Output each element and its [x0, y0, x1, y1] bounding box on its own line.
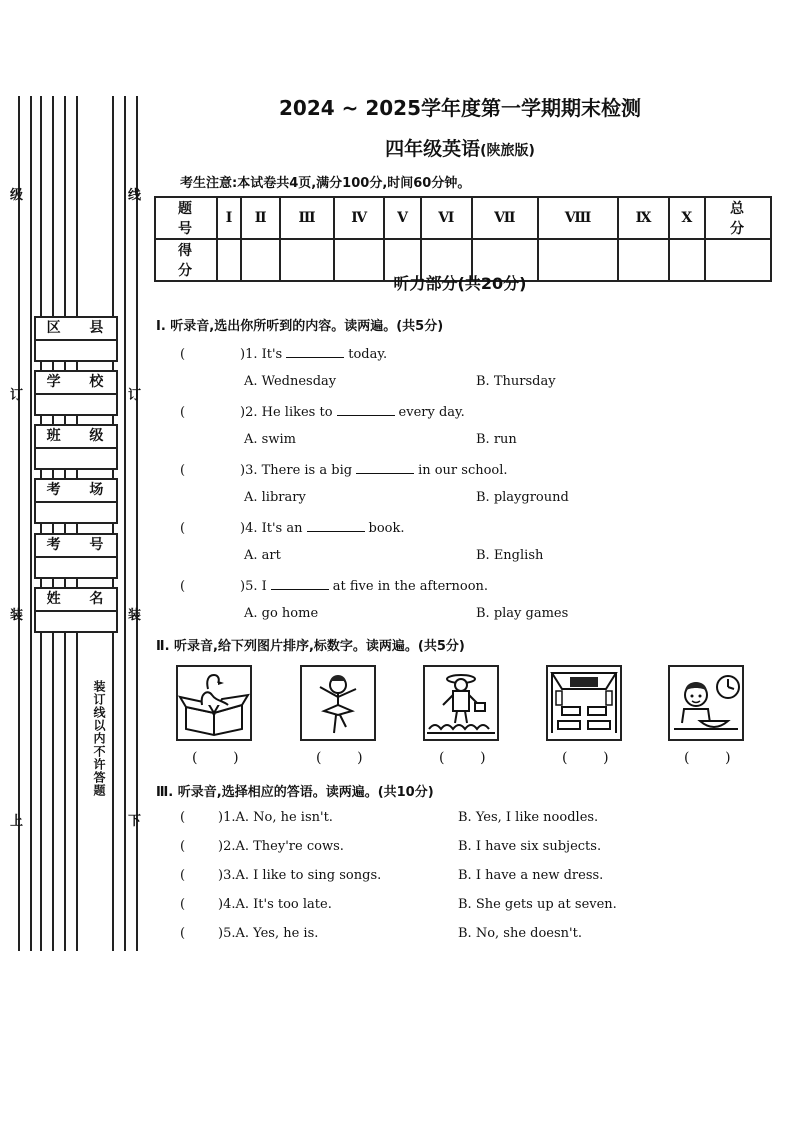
- option-a: A. They're cows.: [235, 839, 344, 854]
- field-name[interactable]: [34, 587, 118, 633]
- section-1-title: Ⅰ. 听录音,选出你所听到的内容。读两遍。(共5分): [156, 319, 444, 334]
- answer-paren[interactable]: (: [180, 810, 186, 825]
- question-text: book.: [368, 521, 405, 536]
- margin-char: 级: [10, 188, 24, 203]
- score-row-head: 得 分: [155, 239, 217, 281]
- option-b: B. playground: [476, 490, 569, 505]
- option-b: B. I have six subjects.: [458, 839, 602, 854]
- option-a: A. go home: [244, 606, 319, 621]
- option-b: B. run: [476, 432, 517, 447]
- ballet-dancer-icon: [302, 667, 374, 739]
- field-exam-number[interactable]: [34, 533, 118, 579]
- field-exam-room[interactable]: [34, 478, 118, 524]
- answer-paren[interactable]: (: [180, 463, 186, 478]
- binding-note: 装订线以内不许答题: [86, 680, 108, 797]
- answer-paren[interactable]: (: [180, 926, 186, 941]
- question-3-1: [180, 810, 333, 825]
- picture-answer-paren[interactable]: ( ): [192, 750, 239, 766]
- question-1-4: [180, 519, 405, 536]
- question-3-2: [180, 839, 344, 854]
- listening-part-title: 听力部分(共20分): [393, 274, 527, 293]
- question-1-5: [180, 577, 488, 594]
- question-text: I: [261, 579, 267, 594]
- score-col: Ⅶ: [472, 197, 538, 239]
- answer-paren[interactable]: (: [180, 579, 186, 594]
- question-number: )2.: [240, 405, 258, 420]
- score-col: Ⅲ: [280, 197, 334, 239]
- picture-classroom: [546, 665, 622, 741]
- question-1-2: [180, 403, 465, 420]
- question-3-5: [180, 926, 318, 941]
- exam-notice: 考生注意:本试卷共4页,满分100分,时间60分钟。: [180, 176, 471, 191]
- answer-paren[interactable]: (: [180, 347, 186, 362]
- field-class[interactable]: [34, 424, 118, 470]
- picture-answer-paren[interactable]: ( ): [562, 750, 609, 766]
- question-number: )1.: [240, 347, 258, 362]
- question-number: )5.: [218, 926, 236, 941]
- picture-goose-in-box: [176, 665, 252, 741]
- question-text: It's: [261, 347, 283, 362]
- question-3-3: [180, 868, 381, 883]
- version-label: (陕旅版): [480, 143, 535, 159]
- picture-farmer-watering: [423, 665, 499, 741]
- question-text: There is a big: [261, 463, 353, 478]
- option-a: A. library: [244, 490, 306, 505]
- question-text: He likes to: [261, 405, 333, 420]
- option-a: A. art: [244, 548, 281, 563]
- blank: [337, 403, 395, 416]
- score-total-head: 总 分: [705, 197, 771, 239]
- question-text: today.: [348, 347, 388, 362]
- field-school[interactable]: [34, 370, 118, 416]
- field-district[interactable]: [34, 316, 118, 362]
- score-col: Ⅴ: [384, 197, 420, 239]
- field-label: 考 号: [36, 535, 116, 558]
- option-b: B. Yes, I like noodles.: [458, 810, 599, 825]
- goose-in-box-icon: [178, 667, 250, 739]
- section-2-title: Ⅱ. 听录音,给下列图片排序,标数字。读两遍。(共5分): [156, 639, 465, 654]
- blank: [271, 577, 329, 590]
- question-text: every day.: [398, 405, 465, 420]
- question-1-1: [180, 345, 387, 362]
- question-number: )4.: [240, 521, 258, 536]
- answer-paren[interactable]: (: [180, 839, 186, 854]
- margin-char: 下: [128, 814, 142, 829]
- exam-subtitle: [180, 134, 740, 161]
- farmer-watering-icon: [425, 667, 497, 739]
- option-b: B. No, she doesn't.: [458, 926, 582, 941]
- question-number: )1.: [218, 810, 236, 825]
- answer-paren[interactable]: (: [180, 405, 186, 420]
- option-a: A. I like to sing songs.: [235, 868, 382, 883]
- option-a: A. swim: [244, 432, 296, 447]
- score-table: [154, 196, 772, 282]
- field-label: 区 县: [36, 318, 116, 341]
- margin-char: 上: [10, 814, 24, 829]
- question-number: )3.: [218, 868, 236, 883]
- option-a: A. Yes, he is.: [235, 926, 319, 941]
- field-label: 学 校: [36, 372, 116, 395]
- question-number: )4.: [218, 897, 236, 912]
- margin-char: 线: [128, 188, 142, 203]
- picture-boy-eating: [668, 665, 744, 741]
- score-col: Ⅵ: [421, 197, 472, 239]
- option-a: A. No, he isn't.: [235, 810, 333, 825]
- score-row-head: 题 号: [155, 197, 217, 239]
- question-3-4: [180, 897, 332, 912]
- answer-paren[interactable]: (: [180, 868, 186, 883]
- score-col: Ⅰ: [217, 197, 241, 239]
- score-col: Ⅱ: [241, 197, 280, 239]
- picture-ballet-dancer: [300, 665, 376, 741]
- subject-label: 四年级英语: [385, 138, 481, 160]
- question-text: in our school.: [418, 463, 508, 478]
- margin-char: 装: [10, 608, 24, 623]
- score-col: Ⅹ: [669, 197, 705, 239]
- field-label: 考 场: [36, 480, 116, 503]
- question-number: )3.: [240, 463, 258, 478]
- question-1-3: [180, 461, 508, 478]
- question-number: )2.: [218, 839, 236, 854]
- picture-answer-paren[interactable]: ( ): [684, 750, 731, 766]
- margin-char: 订: [128, 388, 142, 403]
- question-number: )5.: [240, 579, 258, 594]
- answer-paren[interactable]: (: [180, 521, 186, 536]
- option-a: A. It's too late.: [235, 897, 332, 912]
- field-label: 班 级: [36, 426, 116, 449]
- boy-eating-clock-icon: [670, 667, 742, 739]
- score-table-header-row: [155, 197, 771, 239]
- question-text: It's an: [261, 521, 303, 536]
- picture-answer-paren[interactable]: ( ): [316, 750, 363, 766]
- margin-char: 装: [128, 608, 142, 623]
- score-col: Ⅸ: [618, 197, 668, 239]
- exam-title: 2024 ~ 2025学年度第一学期期末检测: [278, 96, 641, 120]
- score-col: Ⅳ: [334, 197, 384, 239]
- margin-char: 订: [10, 388, 24, 403]
- option-a: A. Wednesday: [244, 374, 337, 389]
- classroom-icon: [548, 667, 620, 739]
- section-3-title: Ⅲ. 听录音,选择相应的答语。读两遍。(共10分): [156, 785, 434, 800]
- option-b: B. She gets up at seven.: [458, 897, 617, 912]
- question-text: at five in the afternoon.: [332, 579, 489, 594]
- answer-paren[interactable]: (: [180, 897, 186, 912]
- blank: [356, 461, 414, 474]
- option-b: B. Thursday: [476, 374, 556, 389]
- field-label: 姓 名: [36, 589, 116, 612]
- picture-answer-paren[interactable]: ( ): [439, 750, 486, 766]
- option-b: B. play games: [476, 606, 569, 621]
- blank: [286, 345, 344, 358]
- option-b: B. I have a new dress.: [458, 868, 604, 883]
- blank: [307, 519, 365, 532]
- score-col: Ⅷ: [538, 197, 619, 239]
- option-b: B. English: [476, 548, 544, 563]
